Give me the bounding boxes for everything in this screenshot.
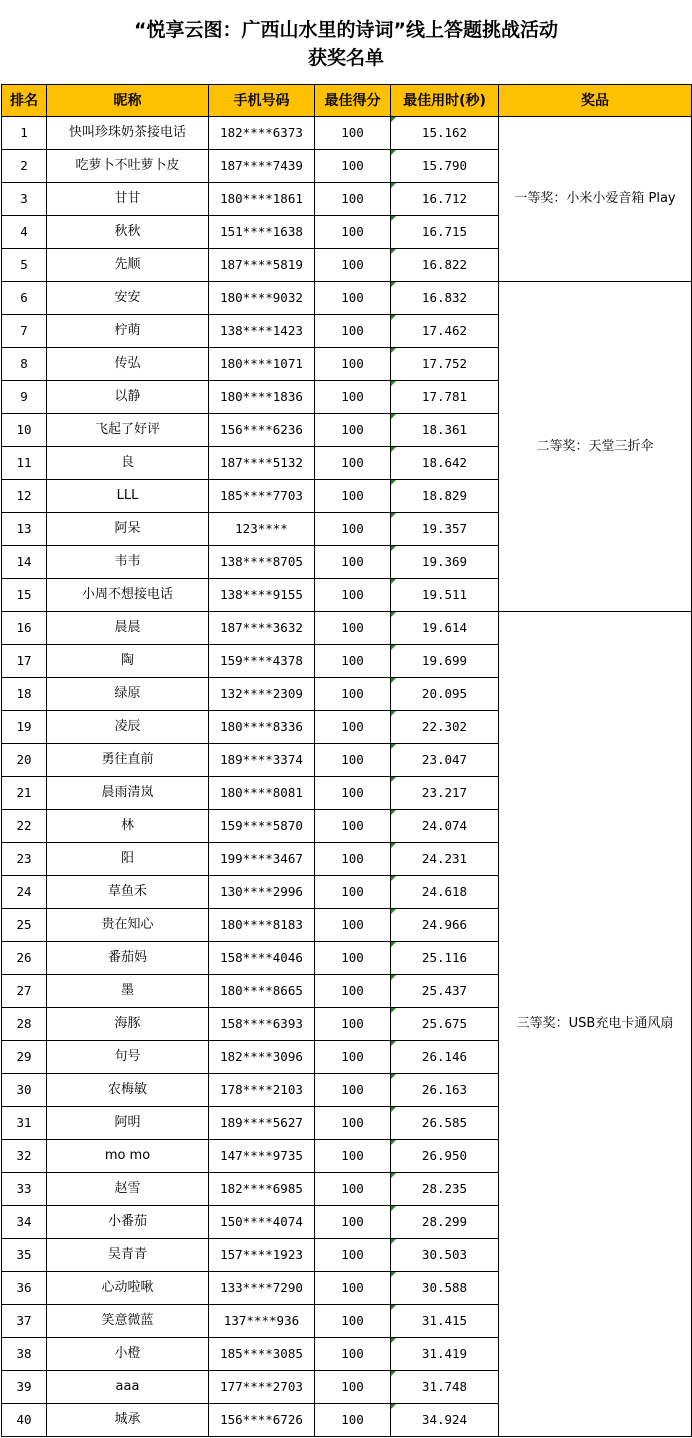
rank-cell: 9 [2, 381, 47, 414]
rank-cell: 3 [2, 183, 47, 216]
time-cell: 24.231 [391, 843, 499, 876]
phone-cell: 187****5819 [209, 249, 315, 282]
score-cell: 100 [315, 315, 391, 348]
rank-cell: 23 [2, 843, 47, 876]
nickname-cell: 晨雨清岚 [47, 777, 209, 810]
nickname-cell: 吴青青 [47, 1239, 209, 1272]
score-cell: 100 [315, 810, 391, 843]
rank-cell: 2 [2, 150, 47, 183]
nickname-cell: 城承 [47, 1404, 209, 1437]
prize-cell: 一等奖：小米小爱音箱 Play [499, 117, 692, 282]
score-cell: 100 [315, 1140, 391, 1173]
phone-cell: 177****2703 [209, 1371, 315, 1404]
score-cell: 100 [315, 150, 391, 183]
rank-cell: 27 [2, 975, 47, 1008]
score-cell: 100 [315, 975, 391, 1008]
nickname-cell: 番茄妈 [47, 942, 209, 975]
prize-cell: 三等奖：USB充电卡通风扇 [499, 612, 692, 1437]
nickname-cell: 贵在知心 [47, 909, 209, 942]
time-cell: 25.437 [391, 975, 499, 1008]
time-cell: 26.146 [391, 1041, 499, 1074]
rank-cell: 17 [2, 645, 47, 678]
time-cell: 26.585 [391, 1107, 499, 1140]
phone-cell: 156****6236 [209, 414, 315, 447]
header-row [2, 85, 692, 117]
table-row [2, 117, 692, 150]
rank-cell: 16 [2, 612, 47, 645]
score-cell: 100 [315, 909, 391, 942]
rank-cell: 26 [2, 942, 47, 975]
rank-cell: 35 [2, 1239, 47, 1272]
nickname-cell: 阿明 [47, 1107, 209, 1140]
score-cell: 100 [315, 249, 391, 282]
time-cell: 18.642 [391, 447, 499, 480]
phone-cell: 180****8183 [209, 909, 315, 942]
phone-cell: 159****5870 [209, 810, 315, 843]
rank-cell: 24 [2, 876, 47, 909]
phone-cell: 138****1423 [209, 315, 315, 348]
rank-cell: 29 [2, 1041, 47, 1074]
phone-cell: 199****3467 [209, 843, 315, 876]
time-cell: 16.712 [391, 183, 499, 216]
phone-cell: 159****4378 [209, 645, 315, 678]
nickname-cell: 阿呆 [47, 513, 209, 546]
rank-cell: 6 [2, 282, 47, 315]
nickname-cell: 传弘 [47, 348, 209, 381]
time-cell: 20.095 [391, 678, 499, 711]
time-cell: 16.832 [391, 282, 499, 315]
rank-cell: 18 [2, 678, 47, 711]
rank-cell: 38 [2, 1338, 47, 1371]
column-header-score: 最佳得分 [315, 85, 391, 117]
phone-cell: 150****4074 [209, 1206, 315, 1239]
score-cell: 100 [315, 1239, 391, 1272]
time-cell: 18.829 [391, 480, 499, 513]
column-header-prize: 奖品 [499, 85, 692, 117]
score-cell: 100 [315, 183, 391, 216]
phone-cell: 156****6726 [209, 1404, 315, 1437]
score-cell: 100 [315, 117, 391, 150]
phone-cell: 189****3374 [209, 744, 315, 777]
score-cell: 100 [315, 546, 391, 579]
page-title: “悦享云图：广西山水里的诗词”线上答题挑战活动 [134, 19, 558, 41]
phone-cell: 180****8081 [209, 777, 315, 810]
time-cell: 24.966 [391, 909, 499, 942]
time-cell: 16.822 [391, 249, 499, 282]
nickname-cell: 小周不想接电话 [47, 579, 209, 612]
nickname-cell: 晨晨 [47, 612, 209, 645]
phone-cell: 138****9155 [209, 579, 315, 612]
rank-cell: 11 [2, 447, 47, 480]
time-cell: 15.790 [391, 150, 499, 183]
column-header-rank: 排名 [2, 85, 47, 117]
nickname-cell: 小番茄 [47, 1206, 209, 1239]
time-cell: 17.462 [391, 315, 499, 348]
phone-cell: 180****8665 [209, 975, 315, 1008]
score-cell: 100 [315, 1305, 391, 1338]
rank-cell: 31 [2, 1107, 47, 1140]
nickname-cell: 韦韦 [47, 546, 209, 579]
rank-cell: 28 [2, 1008, 47, 1041]
rank-cell: 4 [2, 216, 47, 249]
score-cell: 100 [315, 876, 391, 909]
rank-cell: 34 [2, 1206, 47, 1239]
phone-cell: 147****9735 [209, 1140, 315, 1173]
time-cell: 23.047 [391, 744, 499, 777]
time-cell: 26.950 [391, 1140, 499, 1173]
rank-cell: 14 [2, 546, 47, 579]
rank-cell: 30 [2, 1074, 47, 1107]
phone-cell: 187****5132 [209, 447, 315, 480]
prize-cell: 二等奖：天堂三折伞 [499, 282, 692, 612]
nickname-cell: 绿原 [47, 678, 209, 711]
phone-cell: 132****2309 [209, 678, 315, 711]
nickname-cell: 以静 [47, 381, 209, 414]
time-cell: 31.419 [391, 1338, 499, 1371]
phone-cell: 180****8336 [209, 711, 315, 744]
phone-cell: 130****2996 [209, 876, 315, 909]
score-cell: 100 [315, 1173, 391, 1206]
rank-cell: 39 [2, 1371, 47, 1404]
phone-cell: 138****8705 [209, 546, 315, 579]
rank-cell: 20 [2, 744, 47, 777]
phone-cell: 182****6985 [209, 1173, 315, 1206]
time-cell: 15.162 [391, 117, 499, 150]
winners-table [1, 84, 692, 1437]
rank-cell: 10 [2, 414, 47, 447]
score-cell: 100 [315, 348, 391, 381]
phone-cell: 182****6373 [209, 117, 315, 150]
score-cell: 100 [315, 1041, 391, 1074]
nickname-cell: 阳 [47, 843, 209, 876]
phone-cell: 180****9032 [209, 282, 315, 315]
nickname-cell: 林 [47, 810, 209, 843]
nickname-cell: 秋秋 [47, 216, 209, 249]
nickname-cell: 吃萝卜不吐萝卜皮 [47, 150, 209, 183]
rank-cell: 12 [2, 480, 47, 513]
phone-cell: 158****6393 [209, 1008, 315, 1041]
nickname-cell: 安安 [47, 282, 209, 315]
nickname-cell: mo mo [47, 1140, 209, 1173]
nickname-cell: 句号 [47, 1041, 209, 1074]
score-cell: 100 [315, 381, 391, 414]
nickname-cell: 墨 [47, 975, 209, 1008]
phone-cell: 189****5627 [209, 1107, 315, 1140]
rank-cell: 5 [2, 249, 47, 282]
nickname-cell: 良 [47, 447, 209, 480]
phone-cell: 185****7703 [209, 480, 315, 513]
phone-cell: 178****2103 [209, 1074, 315, 1107]
score-cell: 100 [315, 942, 391, 975]
time-cell: 31.748 [391, 1371, 499, 1404]
score-cell: 100 [315, 777, 391, 810]
phone-cell: 157****1923 [209, 1239, 315, 1272]
nickname-cell: 草鱼禾 [47, 876, 209, 909]
table-row [2, 282, 692, 315]
time-cell: 34.924 [391, 1404, 499, 1437]
nickname-cell: 小橙 [47, 1338, 209, 1371]
rank-cell: 22 [2, 810, 47, 843]
rank-cell: 7 [2, 315, 47, 348]
phone-cell: 180****1836 [209, 381, 315, 414]
score-cell: 100 [315, 1272, 391, 1305]
phone-cell: 185****3085 [209, 1338, 315, 1371]
time-cell: 17.752 [391, 348, 499, 381]
score-cell: 100 [315, 282, 391, 315]
phone-cell: 151****1638 [209, 216, 315, 249]
score-cell: 100 [315, 612, 391, 645]
phone-cell: 187****3632 [209, 612, 315, 645]
nickname-cell: 赵雪 [47, 1173, 209, 1206]
rank-cell: 19 [2, 711, 47, 744]
time-cell: 28.235 [391, 1173, 499, 1206]
time-cell: 22.302 [391, 711, 499, 744]
table-row [2, 612, 692, 645]
time-cell: 19.614 [391, 612, 499, 645]
time-cell: 18.361 [391, 414, 499, 447]
nickname-cell: 甘甘 [47, 183, 209, 216]
column-header-time: 最佳用时(秒) [391, 85, 499, 117]
time-cell: 30.503 [391, 1239, 499, 1272]
nickname-cell: 勇往直前 [47, 744, 209, 777]
phone-cell: 180****1861 [209, 183, 315, 216]
phone-cell: 182****3096 [209, 1041, 315, 1074]
nickname-cell: 心动啦啾 [47, 1272, 209, 1305]
score-cell: 100 [315, 678, 391, 711]
time-cell: 23.217 [391, 777, 499, 810]
rank-cell: 21 [2, 777, 47, 810]
rank-cell: 25 [2, 909, 47, 942]
time-cell: 24.618 [391, 876, 499, 909]
rank-cell: 37 [2, 1305, 47, 1338]
rank-cell: 13 [2, 513, 47, 546]
nickname-cell: LLL [47, 480, 209, 513]
score-cell: 100 [315, 447, 391, 480]
time-cell: 19.699 [391, 645, 499, 678]
time-cell: 25.116 [391, 942, 499, 975]
score-cell: 100 [315, 744, 391, 777]
score-cell: 100 [315, 579, 391, 612]
nickname-cell: 笑意微蓝 [47, 1305, 209, 1338]
score-cell: 100 [315, 1404, 391, 1437]
score-cell: 100 [315, 1338, 391, 1371]
nickname-cell: 海豚 [47, 1008, 209, 1041]
rank-cell: 1 [2, 117, 47, 150]
score-cell: 100 [315, 1074, 391, 1107]
time-cell: 24.074 [391, 810, 499, 843]
time-cell: 19.357 [391, 513, 499, 546]
score-cell: 100 [315, 1008, 391, 1041]
column-header-nickname: 昵称 [47, 85, 209, 117]
phone-cell: 137****936 [209, 1305, 315, 1338]
phone-cell: 133****7290 [209, 1272, 315, 1305]
score-cell: 100 [315, 414, 391, 447]
phone-cell: 187****7439 [209, 150, 315, 183]
rank-cell: 15 [2, 579, 47, 612]
time-cell: 16.715 [391, 216, 499, 249]
rank-cell: 36 [2, 1272, 47, 1305]
time-cell: 25.675 [391, 1008, 499, 1041]
score-cell: 100 [315, 711, 391, 744]
time-cell: 17.781 [391, 381, 499, 414]
score-cell: 100 [315, 1206, 391, 1239]
nickname-cell: 凌辰 [47, 711, 209, 744]
time-cell: 28.299 [391, 1206, 499, 1239]
rank-cell: 8 [2, 348, 47, 381]
nickname-cell: 柠萌 [47, 315, 209, 348]
phone-cell: 180****1071 [209, 348, 315, 381]
phone-cell: 158****4046 [209, 942, 315, 975]
time-cell: 30.588 [391, 1272, 499, 1305]
score-cell: 100 [315, 216, 391, 249]
score-cell: 100 [315, 513, 391, 546]
nickname-cell: 飞起了好评 [47, 414, 209, 447]
score-cell: 100 [315, 645, 391, 678]
page-subtitle: 获奖名单 [307, 47, 384, 69]
rank-cell: 32 [2, 1140, 47, 1173]
rank-cell: 33 [2, 1173, 47, 1206]
nickname-cell: 陶 [47, 645, 209, 678]
score-cell: 100 [315, 1371, 391, 1404]
nickname-cell: 农梅敏 [47, 1074, 209, 1107]
time-cell: 19.511 [391, 579, 499, 612]
table-body [2, 117, 692, 1437]
score-cell: 100 [315, 1107, 391, 1140]
column-header-phone: 手机号码 [209, 85, 315, 117]
phone-cell: 123**** [209, 513, 315, 546]
time-cell: 19.369 [391, 546, 499, 579]
time-cell: 31.415 [391, 1305, 499, 1338]
nickname-cell: 先顺 [47, 249, 209, 282]
nickname-cell: 快叫珍珠奶茶接电话 [47, 117, 209, 150]
score-cell: 100 [315, 480, 391, 513]
nickname-cell: aaa [47, 1371, 209, 1404]
score-cell: 100 [315, 843, 391, 876]
rank-cell: 40 [2, 1404, 47, 1437]
time-cell: 26.163 [391, 1074, 499, 1107]
